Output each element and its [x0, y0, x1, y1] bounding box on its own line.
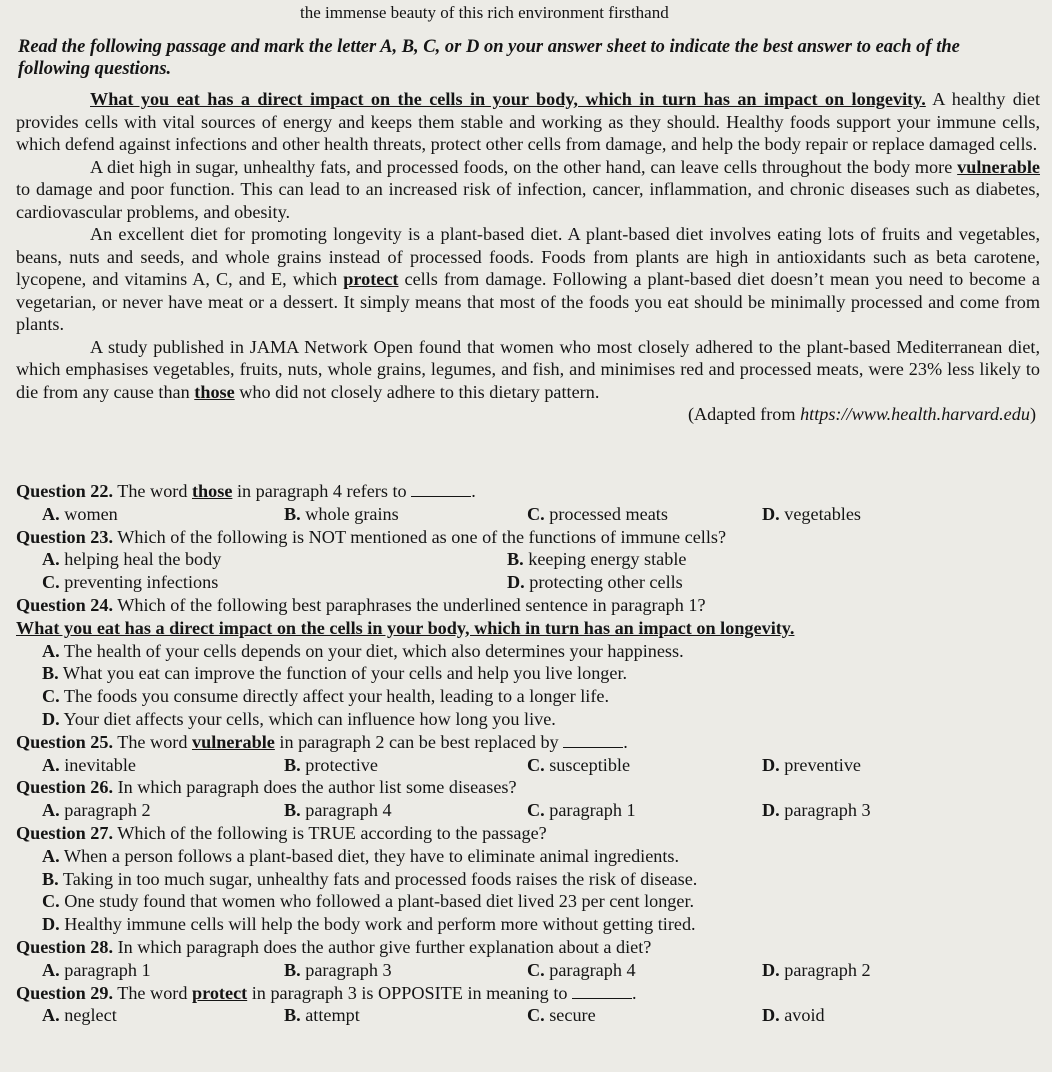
previous-section-fragment: the immense beauty of this rich environment firsthand [300, 3, 669, 22]
option-a[interactable]: A. The health of your cells depends on your diet, which also determines your happiness. [42, 640, 684, 661]
answer-blank [411, 482, 471, 497]
option-b[interactable]: B. protective [284, 754, 378, 775]
option-d[interactable]: D. avoid [762, 1005, 825, 1026]
option-d[interactable]: D. Your diet affects your cells, which can influence how long you live. [42, 708, 556, 729]
question-29-options [16, 1004, 1040, 1027]
question-24: Question 24. Which of the following best paraphrases the underlined sentence in paragraph 1? [16, 594, 706, 615]
option-b[interactable]: B. Taking in too much sugar, unhealthy fats and processed foods raises the risk of disease. [42, 868, 698, 889]
option-b[interactable]: B. What you eat can improve the function of your cells and help you live longer. [42, 663, 628, 684]
question-29: Question 29. The word protect in paragraph 3 is OPPOSITE in meaning to . [16, 982, 637, 1003]
instructions: Read the following passage and mark the letter A, B, C, or D on your answer sheet to indicate the best answer to each of the following questions. [18, 37, 960, 79]
option-a[interactable]: A. women [42, 503, 118, 524]
option-a[interactable]: A. paragraph 1 [42, 959, 151, 980]
paragraph-3: An excellent diet for promoting longevity is a plant-based diet. A plant-based diet involves eating lots of fruits and vegetables, beans, nuts and seeds, and whole grains instead of processed foods. Foods from plants are high in antioxidants such as beta carotene, lycopene, and vitamins A, C, and E, which protect cells from damage. Following a plant-based diet doesn’t mean you need to become a vegetarian, or never have meat or a dessert. It simply means that most of the foods you eat should be minimally processed and come from plants. [16, 224, 1040, 334]
question-list [16, 480, 1040, 1027]
paragraph-4: A study published in JAMA Network Open found that women who most closely adhered to the plant-based Mediterranean diet, which emphasises vegetables, fruits, nuts, whole grains, legumes, and fish, and minimises red and processed meats, were 23% less likely to die from any cause than those who did not closely adhere to this dietary pattern. [16, 336, 1040, 402]
option-b[interactable]: B. paragraph 4 [284, 800, 392, 821]
paragraph-1: What you eat has a direct impact on the cells in your body, which in turn has an impact on longevity. A healthy diet provides cells with vital sources of energy and keeps them stable and working as they should. Healthy foods support your immune cells, which defend against infections and other health threats, protect other cells from damage, and help the body repair or replace damaged cells. [16, 89, 1041, 154]
option-d[interactable]: D. Healthy immune cells will help the body work and perform more without getting tired. [42, 914, 696, 935]
source-citation: (Adapted from https://www.health.harvard.edu) [687, 404, 1036, 424]
option-a[interactable]: A. neglect [42, 1005, 117, 1026]
option-c[interactable]: C. paragraph 4 [527, 959, 636, 980]
question-26: Question 26. In which paragraph does the author list some diseases? [16, 777, 517, 798]
question-23: Question 23. Which of the following is NOT mentioned as one of the functions of immune cells? [16, 526, 727, 547]
option-c[interactable]: C. The foods you consume directly affect your health, leading to a longer life. [42, 686, 610, 707]
question-28-options [16, 959, 1040, 982]
question-23-options-row-2 [16, 571, 1040, 594]
option-b[interactable]: B. attempt [284, 1005, 360, 1026]
option-b[interactable]: B. keeping energy stable [507, 549, 687, 570]
question-22-options [16, 503, 1040, 526]
option-c[interactable]: C. processed meats [527, 503, 668, 524]
underlined-sentence: What you eat has a direct impact on the cells in your body, which in turn has an impact on longevity. [90, 89, 926, 109]
answer-blank [563, 733, 623, 748]
question-28: Question 28. In which paragraph does the author give further explanation about a diet? [16, 936, 652, 957]
option-d[interactable]: D. paragraph 3 [762, 800, 871, 821]
option-c[interactable]: C. secure [527, 1005, 596, 1026]
option-c[interactable]: C. preventing infections [42, 572, 219, 593]
option-b[interactable]: B. whole grains [284, 503, 399, 524]
option-c[interactable]: C. paragraph 1 [527, 800, 636, 821]
option-a[interactable]: A. helping heal the body [42, 549, 222, 570]
option-d[interactable]: D. vegetables [762, 503, 861, 524]
question-26-options [16, 799, 1040, 822]
underlined-word-vulnerable: vulnerable [957, 156, 1040, 177]
underlined-word-protect: protect [343, 269, 399, 289]
option-c[interactable]: C. susceptible [527, 754, 631, 775]
question-23-options-row-1 [16, 548, 1040, 571]
question-25-options [16, 754, 1040, 777]
option-c[interactable]: C. One study found that women who followed a plant-based diet lived 23 per cent longer. [42, 891, 695, 912]
option-a[interactable]: A. inevitable [42, 754, 136, 775]
option-a[interactable]: A. When a person follows a plant-based diet, they have to eliminate animal ingredients. [42, 845, 680, 866]
reading-passage [16, 88, 1040, 426]
answer-blank [572, 984, 632, 999]
option-d[interactable]: D. paragraph 2 [762, 959, 871, 980]
question-22: Question 22. The word those in paragraph 4 refers to . [16, 481, 476, 501]
option-a[interactable]: A. paragraph 2 [42, 800, 151, 821]
quoted-sentence: What you eat has a direct impact on the cells in your body, which in turn has an impact on longevity. [16, 617, 795, 638]
option-b[interactable]: B. paragraph 3 [284, 959, 392, 980]
option-d[interactable]: D. protecting other cells [507, 572, 683, 593]
option-d[interactable]: D. preventive [762, 754, 861, 775]
underlined-word-those: those [194, 381, 235, 402]
paragraph-2: A diet high in sugar, unhealthy fats, and processed foods, on the other hand, can leave cells throughout the body more vulnerable to damage and poor function. This can lead to an increased risk of infection, cancer, inflammation, and chronic diseases such as diabetes, cardiovascular problems, and obesity. [16, 156, 1040, 222]
question-27: Question 27. Which of the following is TRUE according to the passage? [16, 822, 547, 843]
question-25: Question 25. The word vulnerable in paragraph 2 can be best replaced by . [16, 731, 628, 752]
